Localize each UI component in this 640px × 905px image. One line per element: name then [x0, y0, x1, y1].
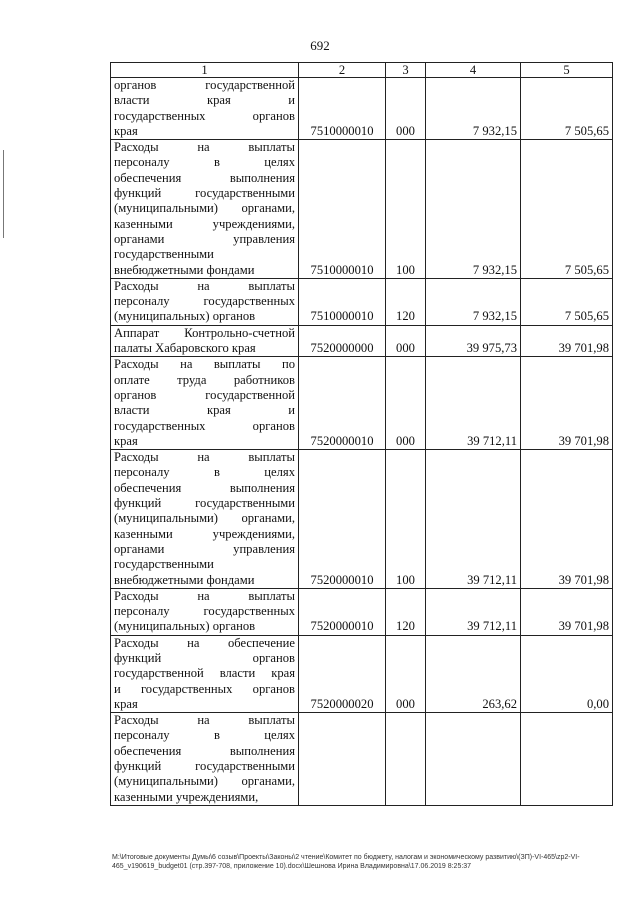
- header-col-5: 5: [521, 63, 613, 78]
- row-name-line: Расходы на выплаты: [114, 713, 295, 728]
- row-sum-2020-cell: 7 505,65: [521, 140, 613, 279]
- document-path-footer: М:\Итоговые документы Думы\6 созыв\Проекты\Законы\2 чтение\Комитет по бюджету, налогам и экономическому развитию\(ЗП)-VI-465\zp2-VI-465_v190619_budget01 (стр.397-708, приложение 10).docx\Шешнова Ирина Владимировна\17.06.2019 8:25:37: [112, 854, 580, 870]
- row-name-line: органами управления: [114, 541, 295, 556]
- row-name-line: власти края и: [114, 93, 295, 108]
- row-name-line: функций государственными: [114, 186, 295, 201]
- row-name-cell: [111, 450, 299, 589]
- row-expense-type-cell: 000: [386, 325, 426, 357]
- row-sum-2019-cell: [426, 713, 521, 806]
- row-sum-2020-cell: 39 701,98: [521, 325, 613, 357]
- row-name-line: края: [114, 696, 138, 711]
- row-name-line: Расходы на выплаты: [114, 278, 295, 293]
- row-name-line: функций государственными: [114, 496, 295, 511]
- row-name-line: персоналу государственных: [114, 604, 295, 619]
- row-code-cell: 7520000020: [299, 635, 386, 712]
- row-expense-type-cell: [386, 713, 426, 806]
- row-name-line: государственных органов: [114, 108, 295, 123]
- row-name-cell: [111, 140, 299, 279]
- row-name-line: казенными учреждениями,: [114, 789, 259, 804]
- table-row: [111, 140, 613, 279]
- row-sum-2020-cell: 0,00: [521, 635, 613, 712]
- row-name-line: обеспечения выполнения: [114, 743, 295, 758]
- row-name-line: обеспечения выполнения: [114, 480, 295, 495]
- row-name-line: (муниципальными) органами,: [114, 201, 295, 216]
- row-sum-2019-cell: 7 932,15: [426, 78, 521, 140]
- row-name-line: государственной власти края: [114, 666, 295, 681]
- table-row: [111, 588, 613, 635]
- row-name-line: персоналу в целях: [114, 155, 295, 170]
- table-row: [111, 713, 613, 806]
- header-col-2: 2: [299, 63, 386, 78]
- table-row: [111, 357, 613, 450]
- row-sum-2020-cell: 7 505,65: [521, 78, 613, 140]
- row-expense-type-cell: 120: [386, 278, 426, 325]
- row-name-cell: [111, 357, 299, 450]
- row-name-line: государственными: [114, 247, 214, 262]
- row-code-cell: 7520000010: [299, 450, 386, 589]
- row-name-line: (муниципальных) органов: [114, 309, 256, 324]
- row-code-cell: 7510000010: [299, 140, 386, 279]
- row-name-line: государственных органов: [114, 418, 295, 433]
- margin-mark: [3, 150, 4, 238]
- row-expense-type-cell: 000: [386, 635, 426, 712]
- row-code-cell: 7520000000: [299, 325, 386, 357]
- row-sum-2019-cell: 39 975,73: [426, 325, 521, 357]
- row-name-line: (муниципальными) органами,: [114, 774, 295, 789]
- row-name-line: оплате труда работников: [114, 372, 295, 387]
- row-name-line: государственными: [114, 557, 214, 572]
- row-sum-2020-cell: 39 701,98: [521, 588, 613, 635]
- row-sum-2019-cell: 39 712,11: [426, 450, 521, 589]
- row-name-line: и государственных органов: [114, 681, 295, 696]
- row-sum-2020-cell: [521, 713, 613, 806]
- row-name-line: функций государственными: [114, 759, 295, 774]
- table-row: [111, 635, 613, 712]
- row-name-line: (муниципальными) органами,: [114, 511, 295, 526]
- table-row: [111, 78, 613, 140]
- row-sum-2019-cell: 7 932,15: [426, 278, 521, 325]
- row-expense-type-cell: 000: [386, 357, 426, 450]
- budget-table: [110, 62, 613, 806]
- row-sum-2019-cell: 39 712,11: [426, 357, 521, 450]
- row-name-line: персоналу в целях: [114, 465, 295, 480]
- row-name-cell: [111, 278, 299, 325]
- row-name-line: органов государственной: [114, 78, 295, 92]
- row-name-line: органами управления: [114, 231, 295, 246]
- row-name-line: Расходы на выплаты: [114, 140, 295, 155]
- row-sum-2019-cell: 263,62: [426, 635, 521, 712]
- row-name-line: Расходы на выплаты по: [114, 357, 295, 372]
- row-name-cell: [111, 78, 299, 140]
- row-name-line: Расходы на выплаты: [114, 450, 295, 465]
- row-name-line: власти края и: [114, 403, 295, 418]
- row-name-line: внебюджетными фондами: [114, 572, 255, 587]
- row-name-cell: [111, 325, 299, 357]
- header-col-3: 3: [386, 63, 426, 78]
- table-row: [111, 325, 613, 357]
- table-row: [111, 450, 613, 589]
- page-number: 692: [310, 38, 330, 53]
- row-code-cell: 7520000010: [299, 588, 386, 635]
- row-name-line: палаты Хабаровского края: [114, 341, 256, 356]
- row-name-line: Аппарат Контрольно-счетной: [114, 325, 295, 340]
- row-name-line: органов государственной: [114, 387, 295, 402]
- row-sum-2020-cell: 7 505,65: [521, 278, 613, 325]
- row-name-line: края: [114, 433, 138, 448]
- row-expense-type-cell: 100: [386, 450, 426, 589]
- row-name-cell: [111, 635, 299, 712]
- header-col-1: 1: [111, 63, 299, 78]
- row-expense-type-cell: 100: [386, 140, 426, 279]
- row-sum-2019-cell: 7 932,15: [426, 140, 521, 279]
- row-name-cell: [111, 588, 299, 635]
- row-name-line: края: [114, 123, 138, 138]
- row-name-line: казенными учреждениями,: [114, 216, 295, 231]
- row-code-cell: [299, 713, 386, 806]
- row-name-line: Расходы на выплаты: [114, 588, 295, 603]
- row-name-line: персоналу в целях: [114, 728, 295, 743]
- row-name-line: обеспечения выполнения: [114, 170, 295, 185]
- row-name-line: (муниципальных) органов: [114, 619, 256, 634]
- row-name-line: функций органов: [114, 650, 295, 665]
- row-code-cell: 7510000010: [299, 78, 386, 140]
- row-expense-type-cell: 120: [386, 588, 426, 635]
- row-name-line: персоналу государственных: [114, 294, 295, 309]
- table-row: [111, 278, 613, 325]
- row-code-cell: 7510000010: [299, 278, 386, 325]
- row-name-line: внебюджетными фондами: [114, 262, 255, 277]
- header-col-4: 4: [426, 63, 521, 78]
- row-name-cell: [111, 713, 299, 806]
- row-expense-type-cell: 000: [386, 78, 426, 140]
- row-code-cell: 7520000010: [299, 357, 386, 450]
- row-sum-2020-cell: 39 701,98: [521, 450, 613, 589]
- row-name-line: казенными учреждениями,: [114, 526, 295, 541]
- table-header-row: [111, 63, 613, 78]
- row-sum-2019-cell: 39 712,11: [426, 588, 521, 635]
- row-sum-2020-cell: 39 701,98: [521, 357, 613, 450]
- row-name-line: Расходы на обеспечение: [114, 635, 295, 650]
